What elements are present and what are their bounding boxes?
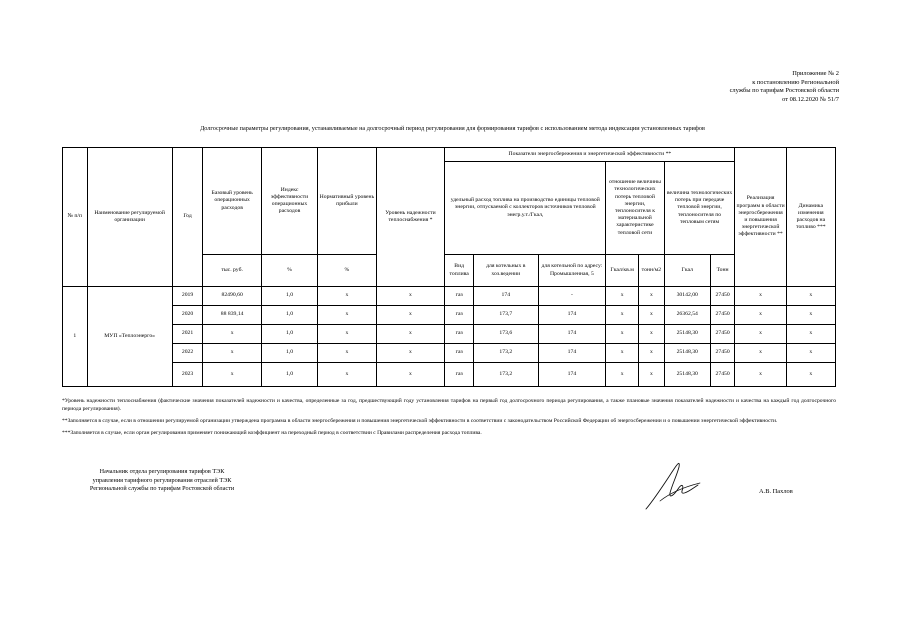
cell-fuel: газ: [445, 363, 474, 387]
cell-base: х: [203, 363, 261, 387]
unit-profit-level: %: [318, 255, 376, 287]
header-dynamics: Динамика изменения расходов на топливо ***: [786, 148, 835, 287]
cell-rate-owned: 173,7: [474, 306, 539, 325]
unit-gcal-m: Гкал/кв.м: [606, 255, 639, 287]
signer-name: А.В. Пахлов: [759, 488, 793, 495]
unit-fuel-type: Вид топлива: [445, 255, 474, 287]
unit-base-level: тыс. руб.: [203, 255, 261, 287]
cell-base: 82490,60: [203, 287, 261, 306]
table-row: [63, 344, 836, 363]
cell-base: 88 839,14: [203, 306, 261, 325]
unit-efficiency-index: %: [261, 255, 317, 287]
table-row: [63, 325, 836, 344]
cell-ton-m2: х: [639, 344, 665, 363]
cell-rate-owned: 173,2: [474, 344, 539, 363]
cell-tons: 27450: [710, 344, 735, 363]
footnote-fuel-dynamics: ***Заполняется в случае, если орган регулирования применяет понижающий коэффициент на переходный период в соответствии с Правилами распределения расхода топлива.: [62, 430, 482, 436]
cell-programs: х: [735, 363, 786, 387]
cell-gcal-m: х: [606, 287, 639, 306]
unit-boilers-owned: для котельных в хоз.ведении: [474, 255, 539, 287]
org-name: МУП «Теплоэнерго»: [87, 287, 172, 387]
footnote-energy-program: **Заполняется в случае, если в отношении регулируемой организации утверждена программа в области энергосбережения и повышения энергетической эффективности в соответствии с законодательством Российской Федерации об энергосбережении и о повышении энергетической эффективности.: [62, 418, 778, 424]
unit-boiler-address: для котельной по адресу: Промышленная, 5: [538, 255, 606, 287]
cell-profit: х: [318, 287, 376, 306]
cell-programs: х: [735, 287, 786, 306]
cell-gcal-m: х: [606, 344, 639, 363]
cell-profit: х: [318, 325, 376, 344]
table-row: [63, 287, 836, 306]
cell-gcal: 25148,30: [664, 344, 710, 363]
cell-fuel: газ: [445, 325, 474, 344]
unit-gcal: Гкал: [664, 255, 710, 287]
parameters-table: [62, 147, 836, 387]
footnote-reliability: *Уровень надежности теплоснабжения (фактические значения показателей надежности и качества, определенные за год, предшествующий году установления тарифов на первый год долгосрочного периода регулирования, а также плановые значения показателей надежности и качества на каждый год долгосрочного периода регулирования).: [62, 398, 836, 412]
footnotes: [62, 397, 836, 441]
cell-year: 2021: [172, 325, 203, 344]
header-loss-ratio: отношение величины технологических потерь тепловой энергии, теплоносителя к материальной характеристике тепловой сети: [606, 162, 664, 255]
cell-rate-addr: -: [538, 287, 606, 306]
cell-fuel: газ: [445, 306, 474, 325]
cell-reliability: х: [376, 306, 445, 325]
row-number: 1: [63, 287, 88, 387]
header-energy-group: Показатели энергосбережения и энергетической эффективности **: [445, 148, 735, 162]
cell-base: х: [203, 344, 261, 363]
appendix-line: службы по тарифам Ростовской области: [729, 87, 839, 95]
cell-rate-addr: 174: [538, 363, 606, 387]
cell-year: 2023: [172, 363, 203, 387]
cell-dynamics: х: [786, 363, 835, 387]
header-efficiency-index: Индекс эффективности операционных расходов: [261, 148, 317, 255]
cell-programs: х: [735, 306, 786, 325]
cell-reliability: х: [376, 363, 445, 387]
cell-dynamics: х: [786, 306, 835, 325]
cell-gcal: 26362,54: [664, 306, 710, 325]
header-fuel-rate: удельный расход топлива на производство единицы тепловой энергии, отпускаемой с коллекторов источников тепловой энегр.у.т./Гкал,: [445, 162, 606, 255]
header-reliability: Уровень надежности теплоснабжения *: [376, 148, 445, 287]
cell-tons: 27450: [710, 363, 735, 387]
cell-gcal-m: х: [606, 325, 639, 344]
table-row: [63, 306, 836, 325]
appendix-line: Приложение № 2: [792, 70, 839, 77]
cell-reliability: х: [376, 287, 445, 306]
cell-dynamics: х: [786, 325, 835, 344]
signatory-line: Начальник отдела регулирования тарифов ТЭК: [99, 468, 225, 475]
cell-year: 2020: [172, 306, 203, 325]
cell-reliability: х: [376, 344, 445, 363]
cell-profit: х: [318, 306, 376, 325]
cell-rate-addr: 174: [538, 306, 606, 325]
cell-ton-m2: х: [639, 306, 665, 325]
cell-fuel: газ: [445, 344, 474, 363]
signatory-line: управления тарифного регулирования отраслей ТЭК: [92, 476, 232, 484]
cell-year: 2022: [172, 344, 203, 363]
header-programs: Реализация программ в области энергосбережения и повышения энергетической эффективности **: [735, 148, 786, 287]
table-row: [63, 363, 836, 387]
unit-tons: Тонн: [710, 255, 735, 287]
cell-reliability: х: [376, 325, 445, 344]
header-num: № п/п: [63, 148, 88, 287]
document-title: Долгосрочные параметры регулирования, устанавливаемые на долгосрочный период регулирования для формирования тарифов с использованием метода индексации установленных тарифов: [200, 125, 705, 132]
cell-index: 1,0: [261, 344, 317, 363]
cell-profit: х: [318, 363, 376, 387]
cell-rate-owned: 173,2: [474, 363, 539, 387]
cell-rate-addr: 174: [538, 344, 606, 363]
cell-gcal: 30142,00: [664, 287, 710, 306]
cell-gcal-m: х: [606, 363, 639, 387]
cell-fuel: газ: [445, 287, 474, 306]
cell-profit: х: [318, 344, 376, 363]
cell-gcal: 25148,30: [664, 325, 710, 344]
cell-tons: 27450: [710, 287, 735, 306]
cell-ton-m2: х: [639, 287, 665, 306]
cell-base: х: [203, 325, 261, 344]
cell-rate-owned: 173,6: [474, 325, 539, 344]
signatory-line: Региональной службы по тарифам Ростовской области: [89, 485, 235, 493]
unit-ton-m2: тонн/м2: [639, 255, 665, 287]
cell-programs: х: [735, 325, 786, 344]
cell-programs: х: [735, 344, 786, 363]
cell-dynamics: х: [786, 287, 835, 306]
cell-gcal: 25148,30: [664, 363, 710, 387]
cell-gcal-m: х: [606, 306, 639, 325]
appendix-line: к постановлению Региональной: [752, 78, 839, 86]
cell-index: 1,0: [261, 306, 317, 325]
signatory-position: [62, 468, 262, 494]
header-base-level: Базовый уровень операционных расходов: [203, 148, 261, 255]
cell-dynamics: х: [786, 344, 835, 363]
cell-index: 1,0: [261, 363, 317, 387]
cell-rate-owned: 174: [474, 287, 539, 306]
appendix-line: от 08.12.2020 № 51/7: [782, 95, 839, 103]
cell-index: 1,0: [261, 325, 317, 344]
cell-tons: 27450: [710, 325, 735, 344]
cell-rate-addr: 174: [538, 325, 606, 344]
header-year: Год: [172, 148, 203, 287]
appendix-header: [730, 70, 839, 104]
cell-tons: 27450: [710, 306, 735, 325]
cell-ton-m2: х: [639, 363, 665, 387]
cell-index: 1,0: [261, 287, 317, 306]
cell-year: 2019: [172, 287, 203, 306]
header-org-name: Наименование регулируемой организации: [87, 148, 172, 287]
handwritten-signature: [640, 455, 720, 515]
header-profit-level: Нормативный уровень прибыли: [318, 148, 376, 255]
cell-ton-m2: х: [639, 325, 665, 344]
header-loss-value: величина технологических потерь при передаче тепловой энергии, теплоносителя по тепловым сетям: [664, 162, 735, 255]
